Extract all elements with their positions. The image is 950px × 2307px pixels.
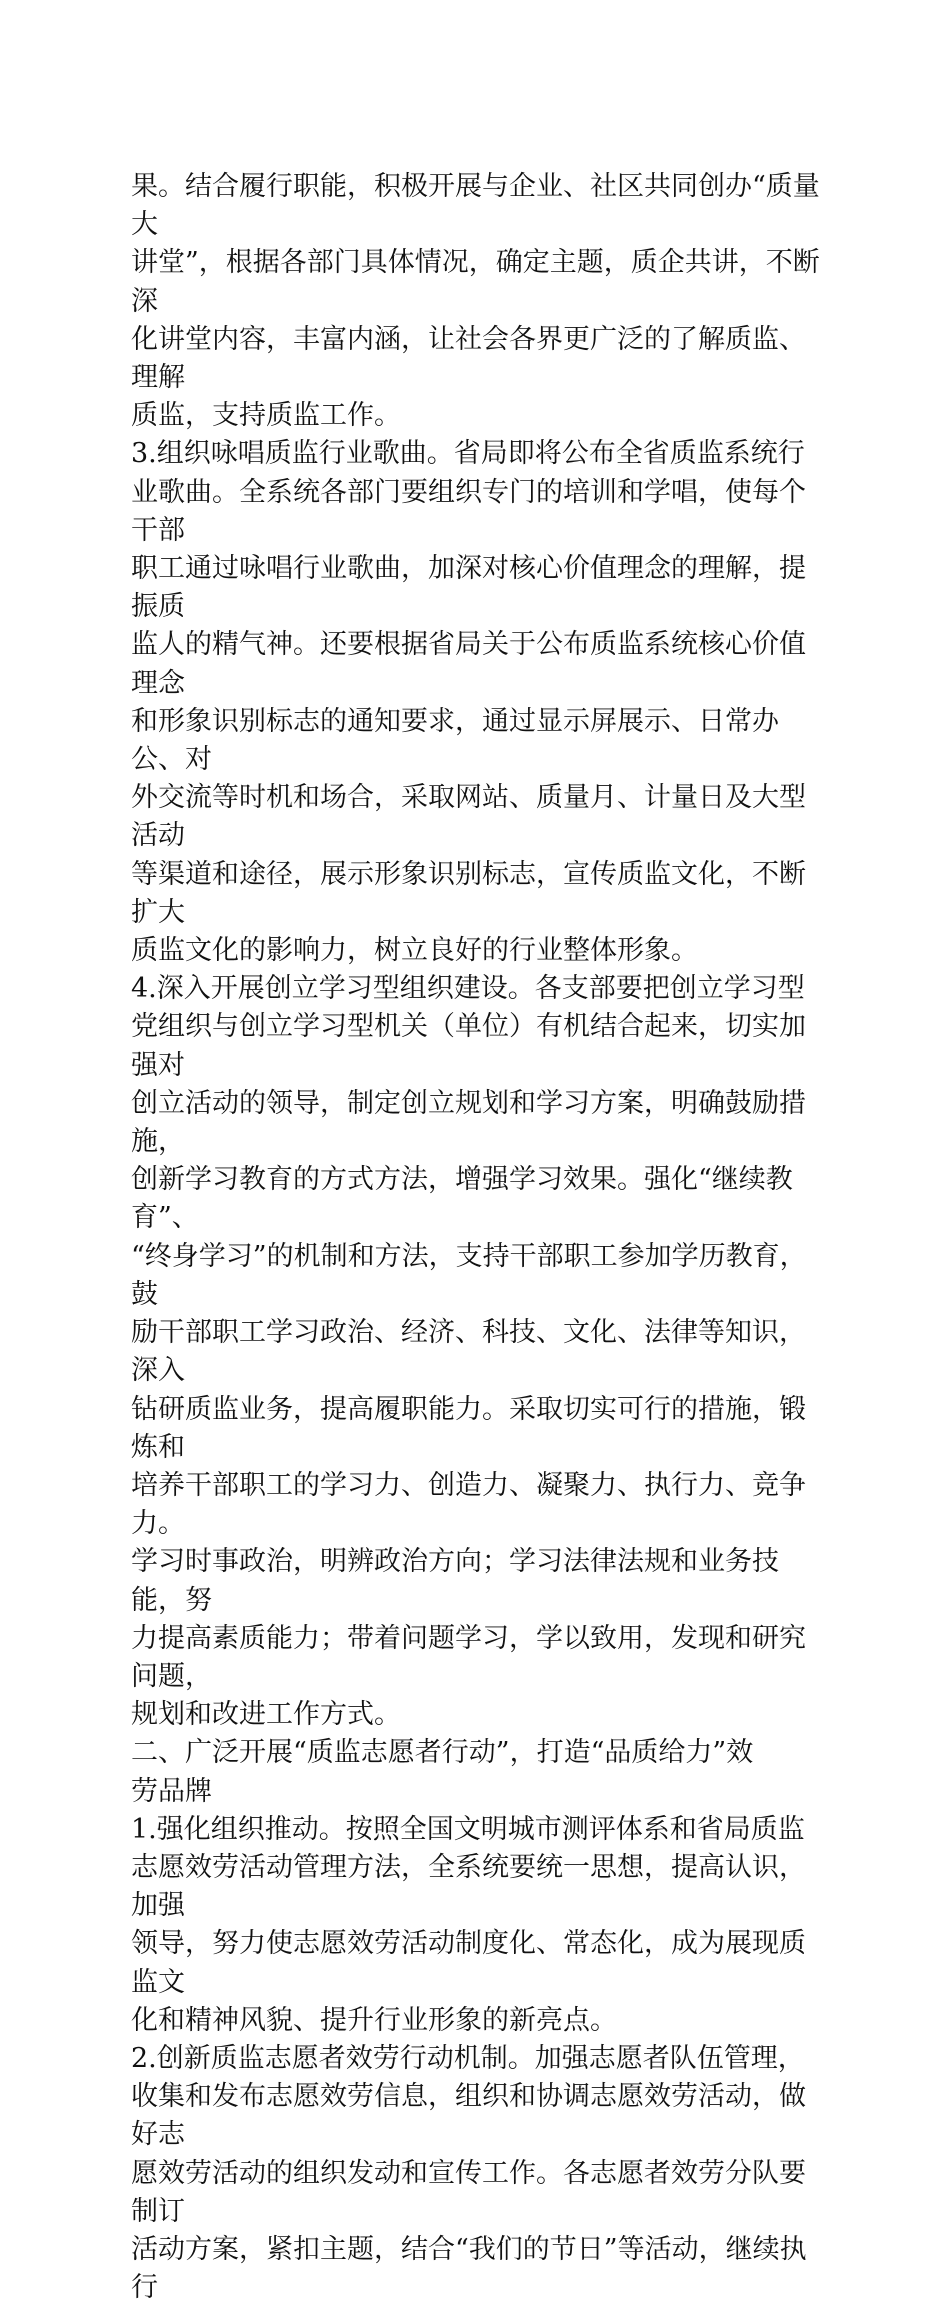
- paragraph-section2-item-2: 2.创新质监志愿者效劳行动机制。加强志愿者队伍管理， 收集和发布志愿效劳信息，组织和协调志愿效劳活动，做好志 愿效劳活动的组织发动和宣传工作。各志愿者效劳分队要制订 活动方案，紧扣主题，结合“我们的节日”等活动，继续执行: [131, 2042, 807, 2304]
- paragraph-item-4: 4.深入开展创立学习型组织建设。各支部要把创立学习型 党组织与创立学习型机关（单位）有机结合起来，切实加强对 创立活动的领导，制定创立规划和学习方案，明确鼓励措施， 创新学习教育的方式方法，增强学习效果。强化“继续教育”、 “终身学习”的机制和方法，支持干部职工参加学历教育，鼓 励干部职工学习政治、经济、科技、文化、法律等知识，深入 钻研质监业务，提高履职能力。采取切实可行的措施，锻炼和 培养干部职工的学习力、创造力、凝聚力、执行力、竞争力。 学习时事政治，明辨政治方向；学习法律法规和业务技能，努 力提高素质能力；带着问题学习，学以致用，发现和研究问题， 规划和改进工作方式。: [131, 973, 807, 1731]
- paragraph-continuation: 果。结合履行职能，积极开展与企业、社区共同创办“质量大 讲堂”，根据各部门具体情况，确定主题，质企共讲，不断深 化讲堂内容，丰富内涵，让社会各界更广泛的了解质监、理解 质监，支持质监工作。: [131, 171, 820, 432]
- paragraph-section2-item-1: 1.强化组织推动。按照全国文明城市测评体系和省局质监 志愿效劳活动管理方法，全系统要统一思想，提高认识，加强 领导，努力使志愿效劳活动制度化、常态化，成为展现质监文 化和精神风貌、提升行业形象的新亮点。: [131, 1813, 806, 2036]
- paragraph-item-3: 3.组织咏唱质监行业歌曲。省局即将公布全省质监系统行 业歌曲。全系统各部门要组织专门的培训和学唱，使每个干部 职工通过咏唱行业歌曲，加深对核心价值理念的理解，提振质 监人的精气神。还要根据省局关于公布质监系统核心价值理念 和形象识别标志的通知要求，通过显示屏展示、日常办公、对 外交流等时机和场合，采取网站、质量月、计量日及大型活动 等渠道和途径，展示形象识别标志，宣传质监文化，不断扩大 质监文化的影响力，树立良好的行业整体形象。: [131, 438, 806, 967]
- document-body: [131, 168, 821, 2307]
- section-heading-2: 二、广泛开展“质监志愿者行动”，打造“品质给力”效 劳品牌: [131, 1737, 754, 1807]
